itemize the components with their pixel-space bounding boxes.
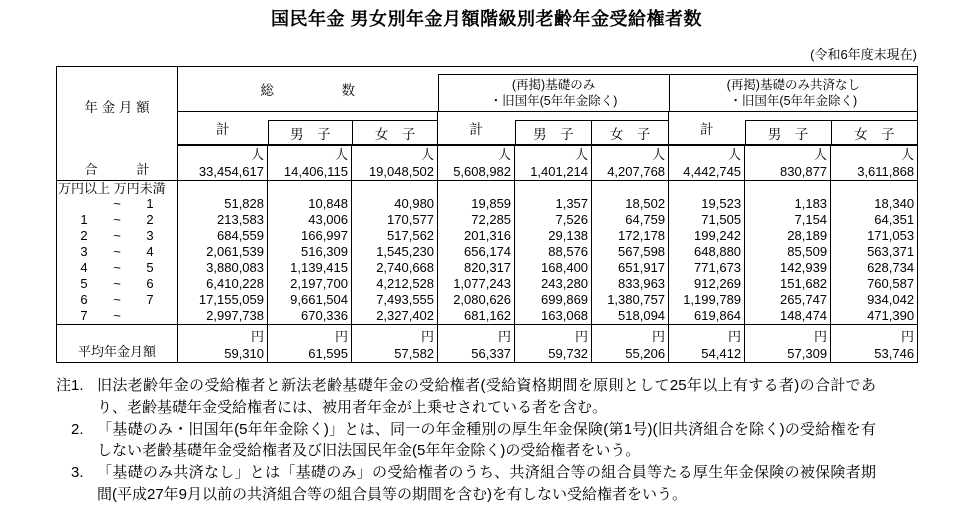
- value-cell: 85,509: [745, 244, 831, 260]
- table-row: [57, 228, 918, 244]
- footnote-1-text: 旧法老齢年金の受給権者と新法老齢基礎年金の受給権者(受給資格期間を原則として25年以上有する者)の合計であり、老齢基礎年金受給権者には、被用者年金が上乗せされている者を含む。: [97, 377, 876, 416]
- unit-person: 人: [652, 146, 666, 162]
- col-group-total-label: 総 数: [260, 83, 356, 98]
- range-label: [57, 276, 178, 292]
- value-cell: 168,400: [515, 260, 592, 276]
- value-cell: 771,673: [669, 260, 745, 276]
- range-label: [57, 196, 178, 212]
- value-cell: 人 830,877: [745, 145, 831, 180]
- value-cell: 51,828: [178, 196, 268, 212]
- value-cell: 円 59,310: [178, 325, 268, 363]
- range-to: 5: [146, 260, 154, 275]
- range-label: [57, 292, 178, 308]
- value-cell: 517,562: [352, 228, 438, 244]
- value-cell: 18,502: [592, 196, 669, 212]
- col-group-basic-only-line2: ・旧国年(5年年金除く): [489, 94, 618, 108]
- subheader-malefemale-2: [515, 112, 669, 146]
- range-to: 7: [146, 292, 154, 307]
- range-tilde: ~: [113, 244, 121, 259]
- value-cell: 172,178: [592, 228, 669, 244]
- range-label: [57, 308, 178, 325]
- col-group-basic-only: [438, 67, 669, 112]
- value-cell: 934,042: [831, 292, 918, 308]
- unit-yen: 円: [575, 329, 589, 344]
- value-cell: 88,576: [515, 244, 592, 260]
- unit-person: 人: [814, 146, 828, 162]
- header-row-subcolumns: [57, 112, 918, 146]
- range-tilde: ~: [113, 276, 121, 291]
- value-cell: 17,155,059: [178, 292, 268, 308]
- range-to: 1: [146, 196, 154, 211]
- unit-person: 人: [575, 146, 589, 162]
- value-cell: 471,390: [831, 308, 918, 325]
- value-cell: 人 14,406,115: [268, 145, 352, 180]
- col-group-basic-only-line1: (再掲)基礎のみ: [511, 78, 596, 92]
- unit-yen: 円: [250, 329, 264, 344]
- footnote-1-label: 注1.: [56, 377, 84, 394]
- value-cell: 199,242: [669, 228, 745, 244]
- range-tilde: ~: [113, 228, 121, 243]
- value-cell: 円 53,746: [831, 325, 918, 363]
- value-cell: 人 4,442,745: [669, 145, 745, 180]
- value-cell: 1,545,230: [352, 244, 438, 260]
- unit-person: 人: [250, 146, 264, 162]
- footnote-2-text: 「基礎のみ・旧国年(5年年金除く)」とは、同一の年金種別の厚生年金保険(第1号)(旧共済組合を除く)の受給権を有しない老齢基礎年金受給権者及び旧法国民年金(5年年金除く)の受給権者をいう。: [97, 420, 876, 460]
- range-to: 2: [146, 212, 154, 227]
- value-cell: 40,980: [352, 196, 438, 212]
- footnote-3: [56, 462, 876, 506]
- value-cell: 人 3,611,868: [831, 145, 918, 180]
- value-cell: 円 55,206: [592, 325, 669, 363]
- page-title: 国民年金 男女別年金月額階級別老齢年金受給権者数: [271, 9, 702, 29]
- unit-person: 人: [421, 146, 435, 162]
- range-tilde: ~: [113, 196, 121, 211]
- range-label: [57, 228, 178, 244]
- unit-person: 人: [728, 146, 742, 162]
- value-cell: 820,317: [438, 260, 515, 276]
- col-group-basic-only-no-kyosai-line1: (再掲)基礎のみ共済なし: [726, 78, 860, 92]
- value-cell: 201,316: [438, 228, 515, 244]
- table-row: [57, 276, 918, 292]
- empty-cell: [268, 180, 352, 196]
- value-cell: 28,189: [745, 228, 831, 244]
- unit-person: 人: [901, 146, 915, 162]
- footnote-2: [56, 419, 876, 463]
- table-row: [57, 308, 918, 325]
- page: [56, 0, 917, 506]
- value-cell: 628,734: [831, 260, 918, 276]
- range-from: 2: [80, 228, 88, 243]
- value-cell: 760,587: [831, 276, 918, 292]
- value-cell: 19,859: [438, 196, 515, 212]
- value-cell: 64,351: [831, 212, 918, 228]
- value-cell: 円 56,337: [438, 325, 515, 363]
- value-cell: 1,139,415: [268, 260, 352, 276]
- value-cell: 4,212,528: [352, 276, 438, 292]
- unit-yen: 円: [652, 329, 666, 344]
- value-cell: 71,505: [669, 212, 745, 228]
- value-cell: 148,474: [745, 308, 831, 325]
- col-group-total: [178, 67, 438, 112]
- total-row: [57, 145, 918, 180]
- range-to: 4: [146, 244, 154, 259]
- value-cell: 563,371: [831, 244, 918, 260]
- value-cell: 651,917: [592, 260, 669, 276]
- value-cell: 円 57,309: [745, 325, 831, 363]
- value-cell: 7,493,555: [352, 292, 438, 308]
- footnote-3-text: 「基礎のみ共済なし」とは「基礎のみ」の受給権者のうち、共済組合等の組合員等たる厚生年金保険の被保険者期間(平成27年9月以前の共済組合等の組合員等の期間を含む)を有しない受給権者をいう。: [97, 464, 876, 503]
- footnote-3-label: 3.: [56, 464, 84, 482]
- subheader-malefemale-1: [268, 112, 438, 146]
- col-group-basic-only-box: [438, 74, 669, 111]
- footnote-2-label: 2.: [56, 420, 84, 438]
- row-header-pension-amount: 年 金 月 額: [57, 67, 178, 146]
- value-cell: 213,583: [178, 212, 268, 228]
- value-cell: 人 4,207,768: [592, 145, 669, 180]
- value-cell: 19,523: [669, 196, 745, 212]
- value-cell: 2,197,700: [268, 276, 352, 292]
- empty-cell: [352, 180, 438, 196]
- table-row: [57, 292, 918, 308]
- value-cell: 670,336: [268, 308, 352, 325]
- table-row: [57, 196, 918, 212]
- value-cell: 170,577: [352, 212, 438, 228]
- footnote-1: [56, 375, 876, 419]
- range-from: 4: [80, 260, 88, 275]
- value-cell: 1,183: [745, 196, 831, 212]
- range-label: [57, 212, 178, 228]
- value-cell: 656,174: [438, 244, 515, 260]
- value-cell: 円 54,412: [669, 325, 745, 363]
- range-to: 6: [146, 276, 154, 291]
- header-row-groups: [57, 67, 918, 112]
- unit-yen: 円: [498, 329, 512, 344]
- value-cell: 人 5,608,982: [438, 145, 515, 180]
- subheader-total-3: 計: [669, 112, 745, 146]
- value-cell: 912,269: [669, 276, 745, 292]
- value-cell: 142,939: [745, 260, 831, 276]
- empty-cell: [745, 180, 831, 196]
- unit-yen: 円: [728, 329, 742, 344]
- unit-yen: 円: [814, 329, 828, 344]
- value-cell: 1,077,243: [438, 276, 515, 292]
- value-cell: 円 57,582: [352, 325, 438, 363]
- average-row: [57, 325, 918, 363]
- value-cell: 516,309: [268, 244, 352, 260]
- unit-yen: 円: [901, 329, 915, 344]
- range-from: 5: [80, 276, 88, 291]
- range-label: [57, 260, 178, 276]
- table-row: [57, 212, 918, 228]
- subheader-total-1: 計: [178, 112, 268, 146]
- empty-cell: [178, 180, 268, 196]
- average-row-label: 平均年金月額: [77, 344, 156, 359]
- range-from: 3: [80, 244, 88, 259]
- range-label: [57, 244, 178, 260]
- value-cell: 3,880,083: [178, 260, 268, 276]
- table-row: [57, 260, 918, 276]
- value-cell: 円 61,595: [268, 325, 352, 363]
- class-header-row: [57, 180, 918, 196]
- col-group-basic-only-no-kyosai-line2: ・旧国年(5年年金除く): [729, 94, 858, 108]
- range-to: 3: [146, 228, 154, 243]
- value-cell: 43,006: [268, 212, 352, 228]
- value-cell: 163,068: [515, 308, 592, 325]
- value-cell: 円 59,732: [515, 325, 592, 363]
- as-of-date: (令和6年度末現在): [810, 47, 917, 62]
- value-cell: 1,199,789: [669, 292, 745, 308]
- subheader-female-3: 女 子: [831, 121, 917, 144]
- value-cell: 518,094: [592, 308, 669, 325]
- value-cell: 7,154: [745, 212, 831, 228]
- value-cell: 681,162: [438, 308, 515, 325]
- value-cell: 人 1,401,214: [515, 145, 592, 180]
- pension-table: [56, 66, 918, 363]
- value-cell: 9,661,504: [268, 292, 352, 308]
- value-cell: 833,963: [592, 276, 669, 292]
- value-cell: 648,880: [669, 244, 745, 260]
- class-header-label: 万円以上 万円未満: [58, 180, 166, 196]
- value-cell: 699,869: [515, 292, 592, 308]
- col-group-basic-only-no-kyosai: [669, 67, 918, 112]
- value-cell: 2,080,626: [438, 292, 515, 308]
- value-cell: 243,280: [515, 276, 592, 292]
- empty-cell: [831, 180, 918, 196]
- footnotes: [56, 375, 876, 506]
- value-cell: 人 19,048,502: [352, 145, 438, 180]
- subheader-malefemale-3: [745, 112, 918, 146]
- subheader-female-2: 女 子: [591, 121, 668, 144]
- total-row-label: 合 計: [57, 145, 178, 180]
- value-cell: 2,740,668: [352, 260, 438, 276]
- table-row: [57, 244, 918, 260]
- value-cell: 2,061,539: [178, 244, 268, 260]
- subheader-male-1: 男 子: [290, 126, 331, 142]
- empty-cell: [515, 180, 592, 196]
- value-cell: 684,559: [178, 228, 268, 244]
- range-from: 7: [80, 308, 88, 323]
- value-cell: 7,526: [515, 212, 592, 228]
- range-tilde: ~: [113, 260, 121, 275]
- value-cell: 567,598: [592, 244, 669, 260]
- value-cell: 265,747: [745, 292, 831, 308]
- value-cell: 171,053: [831, 228, 918, 244]
- value-cell: 151,682: [745, 276, 831, 292]
- value-cell: 人 33,454,617: [178, 145, 268, 180]
- value-cell: 64,759: [592, 212, 669, 228]
- value-cell: 10,848: [268, 196, 352, 212]
- value-cell: 72,285: [438, 212, 515, 228]
- unit-person: 人: [334, 146, 348, 162]
- range-from: 1: [80, 212, 88, 227]
- range-from: 6: [80, 292, 88, 307]
- unit-yen: 円: [334, 329, 348, 344]
- empty-cell: [592, 180, 669, 196]
- unit-yen: 円: [421, 329, 435, 344]
- range-tilde: ~: [113, 308, 121, 323]
- range-tilde: ~: [113, 212, 121, 227]
- unit-person: 人: [498, 146, 512, 162]
- value-cell: 2,327,402: [352, 308, 438, 325]
- subheader-female-1: 女 子: [352, 121, 437, 144]
- range-tilde: ~: [113, 292, 121, 307]
- subheader-male-2: 男 子: [533, 126, 574, 142]
- subheader-total-2: 計: [438, 112, 515, 146]
- empty-cell: [438, 180, 515, 196]
- value-cell: 166,997: [268, 228, 352, 244]
- value-cell: 29,138: [515, 228, 592, 244]
- value-cell: 1,380,757: [592, 292, 669, 308]
- value-cell: 6,410,228: [178, 276, 268, 292]
- value-cell: 1,357: [515, 196, 592, 212]
- value-cell: 2,997,738: [178, 308, 268, 325]
- empty-cell: [669, 180, 745, 196]
- value-cell: 18,340: [831, 196, 918, 212]
- col-group-basic-only-no-kyosai-box: [669, 74, 918, 111]
- value-cell: 619,864: [669, 308, 745, 325]
- subheader-male-3: 男 子: [767, 126, 809, 142]
